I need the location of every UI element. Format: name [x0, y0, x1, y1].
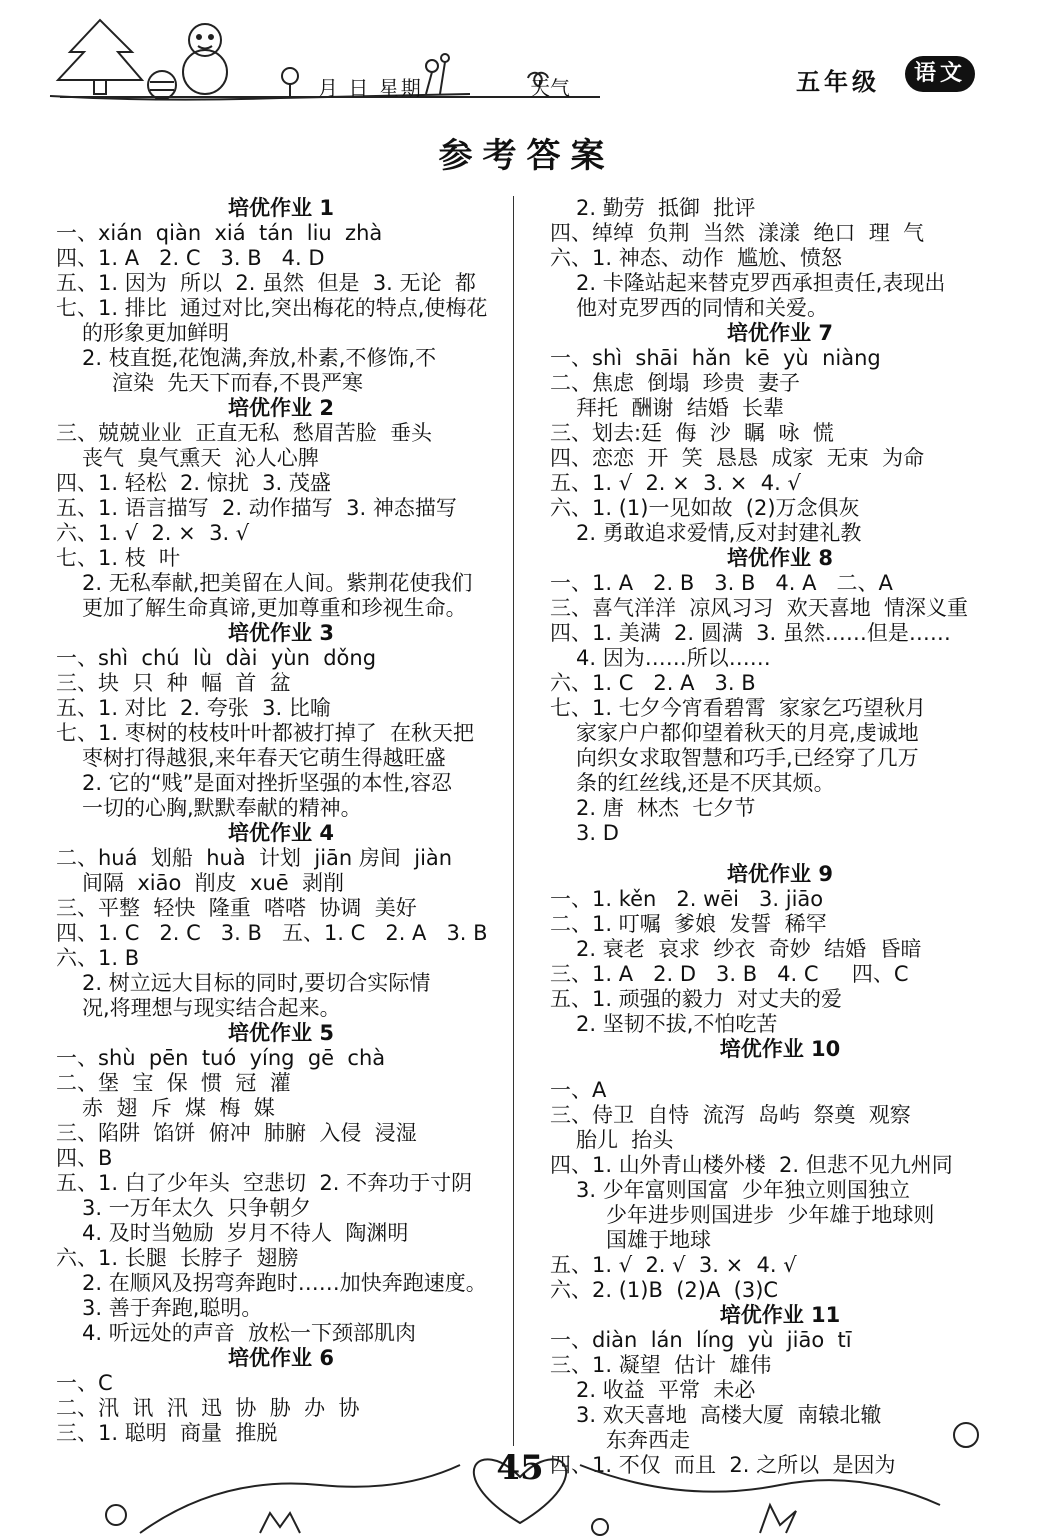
subject-badge: 语文 — [905, 56, 975, 92]
answer-line: 二、焦虑 倒塌 珍贵 妻子 — [550, 371, 801, 395]
answer-line: 五、1. 顽强的毅力 对丈夫的爱 — [550, 987, 843, 1011]
section-heading: 培优作业 6 — [228, 1346, 334, 1370]
answer-line: 一切的心胸,默默奉献的精神。 — [82, 796, 362, 820]
answer-line: 三、喜气洋洋 凉风习习 欢天喜地 情深义重 — [550, 596, 969, 620]
answer-line: 的形象更加鲜明 — [82, 321, 229, 345]
answer-line: 二、huá 划船 huà 计划 jiān 房间 jiàn — [56, 846, 453, 870]
answer-line: 一、shù pēn tuó yíng gē chà — [56, 1046, 386, 1070]
answer-line: 2. 勇敢追求爱情,反对封建礼教 — [576, 521, 862, 545]
answer-line: 三、陷阱 馅饼 俯冲 肺腑 入侵 浸湿 — [56, 1121, 417, 1145]
answer-line: 五、1. 对比 2. 夸张 3. 比喻 — [56, 696, 331, 720]
answer-line: 一、shì chú lù dài yùn dǒng — [56, 646, 377, 670]
answer-line: 七、1. 枝 叶 — [56, 546, 181, 570]
page-number: 45 — [496, 1448, 544, 1488]
answer-line: 七、1. 枣树的枝枝叶叶都被打掉了 在秋天把 — [56, 721, 475, 745]
answer-line: 2. 卡隆站起来替克罗西承担责任,表现出 — [576, 271, 946, 295]
answer-line: 2. 收益 平常 未必 — [576, 1378, 756, 1402]
answer-line: 3. 善于奔跑,聪明。 — [82, 1296, 263, 1320]
answer-line: 况,将理想与现实结合起来。 — [82, 996, 341, 1020]
answer-line: 六、1. C 2. A 3. B — [550, 671, 756, 695]
answer-line: 渲染 先天下而春,不畏严寒 — [112, 371, 364, 395]
weather-label: 天气 — [530, 76, 570, 100]
answer-line: 家家户户都仰望着秋天的月亮,虔诚地 — [576, 721, 919, 745]
answer-line: 四、1. 山外青山楼外楼 2. 但悲不见九州同 — [550, 1153, 953, 1177]
answer-line: 五、1. 语言描写 2. 动作描写 3. 神态描写 — [56, 496, 457, 520]
answer-line: 2. 它的“贱”是面对挫折坚强的本性,容忍 — [82, 771, 453, 795]
answer-line: 4. 因为……所以…… — [576, 646, 771, 670]
answer-line: 六、1. √ 2. × 3. √ — [56, 521, 250, 545]
section-heading: 培优作业 2 — [228, 396, 334, 420]
answer-line: 四、绰绰 负荆 当然 漾漾 绝口 理 气 — [550, 221, 925, 245]
answer-line: 三、平整 轻快 隆重 嗒嗒 协调 美好 — [56, 896, 417, 920]
answer-line: 2. 无私奉献,把美留在人间。紫荆花使我们 — [82, 571, 473, 595]
answer-line: 3. 一万年太久 只争朝夕 — [82, 1196, 312, 1220]
answer-line: 枣树打得越狠,来年春天它萌生得越旺盛 — [82, 746, 446, 770]
answer-line: 六、1. 神态、动作 尴尬、愤怒 — [550, 246, 843, 270]
answer-line: 四、B — [56, 1146, 113, 1170]
answer-line: 四、1. 轻松 2. 惊扰 3. 茂盛 — [56, 471, 331, 495]
answer-line: 三、1. A 2. D 3. B 4. C 四、C — [550, 962, 909, 986]
answer-line: 二、堡 宝 保 惯 冠 灌 — [56, 1071, 291, 1095]
answer-line: 2. 坚韧不拔,不怕吃苦 — [576, 1012, 778, 1036]
answer-line: 三、侍卫 自恃 流泻 岛屿 祭奠 观察 — [550, 1103, 911, 1127]
answer-line: 三、划去:廷 侮 沙 瞩 咏 慌 — [550, 421, 834, 445]
answer-line: 四、1. C 2. C 3. B 五、1. C 2. A 3. B — [56, 921, 488, 945]
answer-line: 三、兢兢业业 正直无私 愁眉苦脸 垂头 — [56, 421, 433, 445]
answer-line: 二、汛 讯 汛 迅 协 胁 办 协 — [56, 1396, 360, 1420]
section-heading: 培优作业 10 — [719, 1037, 841, 1061]
date-label: 月 日 星期 — [318, 76, 423, 100]
answer-line: 四、恋恋 开 笑 恳恳 成家 无束 为命 — [550, 446, 925, 470]
answer-line: 胎儿 抬头 — [576, 1128, 674, 1152]
answer-line: 4. 听远处的声音 放松一下颈部肌肉 — [82, 1321, 417, 1345]
answer-line: 一、A — [550, 1078, 607, 1102]
answer-line: 东奔西走 — [606, 1428, 690, 1452]
answer-line: 赤 翅 斥 煤 梅 媒 — [82, 1096, 275, 1120]
left-answer-column — [56, 196, 506, 1446]
grade-label: 五年级 — [796, 68, 880, 96]
answer-line: 三、1. 聪明 商量 推脱 — [56, 1421, 278, 1445]
answer-line: 拜托 酬谢 结婚 长辈 — [576, 396, 785, 420]
answer-line: 间隔 xiāo 削皮 xuē 剥削 — [82, 871, 345, 895]
answer-line: 2. 唐 林杰 七夕节 — [576, 796, 756, 820]
answer-line: 五、1. 因为 所以 2. 虽然 但是 3. 无论 都 — [56, 271, 476, 295]
answer-line: 2. 枝直挺,花饱满,奔放,朴素,不修饰,不 — [82, 346, 437, 370]
answer-line: 条的红丝线,还是不厌其烦。 — [576, 771, 835, 795]
section-heading: 培优作业 9 — [727, 862, 833, 886]
section-heading: 培优作业 7 — [727, 321, 833, 345]
section-heading: 培优作业 11 — [719, 1303, 841, 1327]
answer-line: 一、1. kěn 2. wēi 3. jiāo — [550, 887, 824, 911]
answer-line: 更加了解生命真谛,更加尊重和珍视生命。 — [82, 596, 467, 620]
section-heading: 培优作业 3 — [228, 621, 334, 645]
answer-line: 4. 及时当勉励 岁月不待人 陶渊明 — [82, 1221, 409, 1245]
answer-line: 六、1. 长腿 长脖子 翅膀 — [56, 1246, 299, 1270]
answer-line: 向织女求取智慧和巧手,已经穿了几万 — [576, 746, 919, 770]
answer-line: 二、1. 叮嘱 爹娘 发誓 稀罕 — [550, 912, 827, 936]
answer-line: 一、xián qiàn xiá tán liu zhà — [56, 221, 383, 245]
answer-line: 3. D — [576, 821, 619, 845]
answer-line: 六、1. (1)一见如故 (2)万念俱灰 — [550, 496, 860, 520]
answer-line: 一、diàn lán líng yù jiāo tī — [550, 1328, 852, 1352]
answer-line: 3. 欢天喜地 高楼大厦 南辕北辙 — [576, 1403, 882, 1427]
section-heading: 培优作业 5 — [228, 1021, 334, 1045]
column-divider — [513, 196, 514, 1446]
section-heading: 培优作业 1 — [228, 196, 334, 220]
answer-line: 三、块 只 种 幅 首 盆 — [56, 671, 291, 695]
answer-line: 国雄于地球 — [606, 1228, 711, 1252]
answer-line: 一、1. A 2. B 3. B 4. A 二、A — [550, 571, 893, 595]
answer-line: 四、1. A 2. C 3. B 4. D — [56, 246, 325, 270]
answer-line: 少年进步则国进步 少年雄于地球则 — [606, 1203, 935, 1227]
answer-line: 丧气 臭气熏天 沁人心脾 — [82, 446, 319, 470]
page-title: 参考答案 — [438, 136, 615, 176]
answer-line: 五、1. √ 2. √ 3. × 4. √ — [550, 1253, 797, 1277]
answer-line: 六、2. (1)B (2)A (3)C — [550, 1278, 779, 1302]
answer-line: 一、shì shāi hǎn kē yù niàng — [550, 346, 881, 370]
answer-line: 2. 在顺风及拐弯奔跑时……加快奔跑速度。 — [82, 1271, 487, 1295]
answer-line: 一、C — [56, 1371, 113, 1395]
answer-line: 2. 树立远大目标的同时,要切合实际情 — [82, 971, 431, 995]
answer-line: 3. 少年富则国富 少年独立则国独立 — [576, 1178, 911, 1202]
answer-line: 四、1. 美满 2. 圆满 3. 虽然……但是…… — [550, 621, 951, 645]
answer-line: 六、1. B — [56, 946, 140, 970]
answer-line: 五、1. 白了少年头 空悲切 2. 不奔功于寸阴 — [56, 1171, 473, 1195]
section-heading: 培优作业 4 — [228, 821, 334, 845]
answer-line: 四、1. 不仅 而且 2. 之所以 是因为 — [550, 1453, 896, 1477]
answer-line: 三、1. 凝望 估计 雄伟 — [550, 1353, 772, 1377]
answer-line: 2. 衰老 哀求 纱衣 奇妙 结婚 昏暗 — [576, 937, 922, 961]
answer-line: 五、1. √ 2. × 3. × 4. √ — [550, 471, 801, 495]
answer-line: 他对克罗西的同情和关爱。 — [576, 296, 828, 320]
answer-line: 七、1. 七夕今宵看碧霄 家家乞巧望秋月 — [550, 696, 927, 720]
answer-line: 七、1. 排比 通过对比,突出梅花的特点,使梅花 — [56, 296, 488, 320]
section-heading: 培优作业 8 — [727, 546, 833, 570]
right-answer-column — [550, 196, 1010, 1478]
answer-line: 2. 勤劳 抵御 批评 — [576, 196, 756, 220]
